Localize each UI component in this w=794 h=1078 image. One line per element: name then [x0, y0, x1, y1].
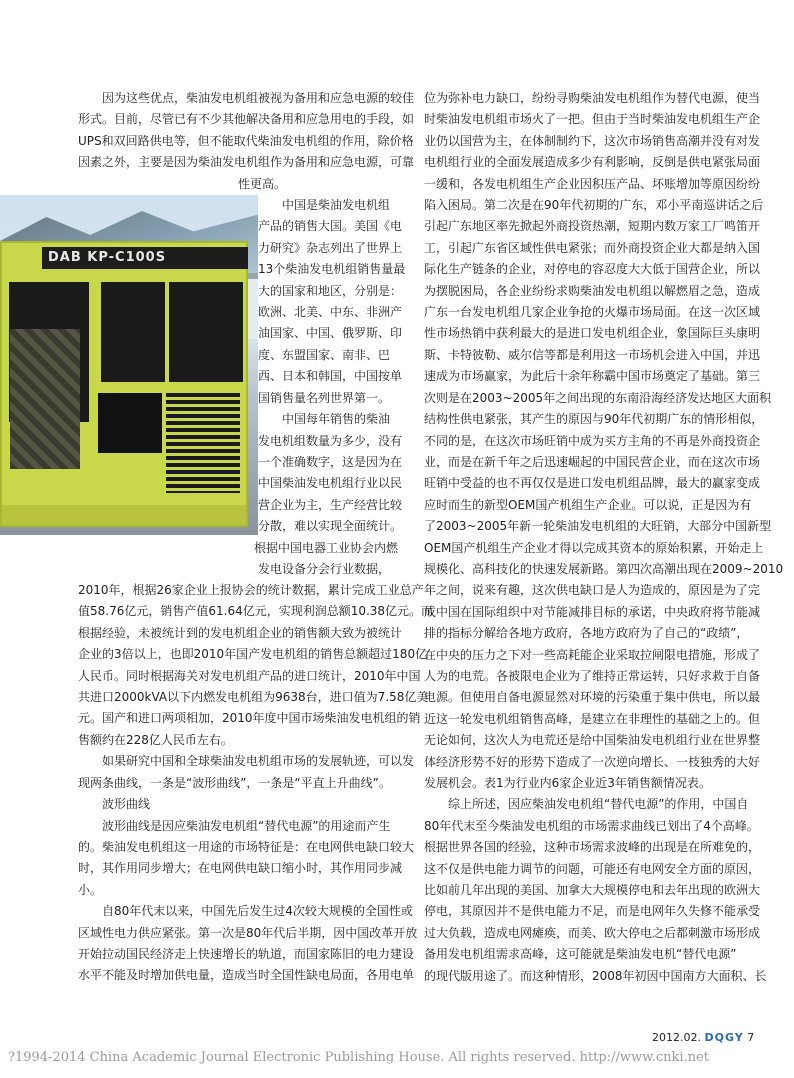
generator-brand-plate: DAB KP-C100S [42, 247, 248, 269]
body-text-line: 应时而生的新型OEM国产机组生产企业。可以说，正是因为有 [424, 497, 752, 512]
issue-number: 2012.02. [652, 1031, 701, 1044]
body-text-line: 成中国在国际组织中对节能减排目标的承诺，中央政府将节能减 [424, 604, 761, 619]
body-text-line: 中国每年销售的柴油 [282, 412, 391, 427]
body-text-line: 国销售量名列世界第一。 [258, 390, 391, 405]
body-text-line: 位为弥补电力缺口，纷纷寻购柴油发电机组作为替代电源，使当 [424, 91, 761, 105]
body-text-line: 的现代版用途了。而这种情形，2008年初因中国南方大面积、长 [424, 968, 767, 983]
body-text-line: 度、东盟国家、南非、巴 [258, 347, 391, 362]
body-text-line: 时，其作用同步增大；在电网供电缺口缩小时，其作用同步减 [78, 861, 403, 876]
body-text-line: 停电，其原因并不是供电能力不足，而是电网年久失修不能承受 [424, 904, 761, 919]
body-text-line: 13个柴油发电机组销售量最 [258, 262, 406, 277]
body-text-line: 性更高。 [238, 176, 287, 191]
body-text-line: 人民币。同时根据海关对发电机组产品的进口统计，2010年中国 [78, 668, 421, 683]
body-text-line: 了2003~2005年新一轮柴油发电机组的大旺销，大部分中国新型 [424, 519, 772, 534]
body-text-line: 电机组行业的全面发展造成多少有利影响，反倒是供电紧张局面 [424, 155, 761, 170]
body-text-line: 这不仅是供电能力调节的问题，可能还有电网安全方面的原因， [424, 861, 761, 876]
body-text-line: 在中央的压力之下对一些高耗能企业采取拉闸限电措施，形成了 [424, 647, 761, 662]
body-text-line: 近这一轮发电机组销售高峰，是建立在非理性的基础之上的。但 [424, 711, 761, 726]
body-text-line: 业，而是在新千年之后迅速崛起的中国民营企业，而在这次市场 [424, 454, 761, 469]
body-text-line: 广东一台发电机组几家企业争抢的火爆市场局面。在这一次区域 [424, 305, 761, 320]
body-text-line: 斯、卡特彼勒、威尔信等都是利用这一市场机会进入中国，并迅 [424, 347, 761, 362]
body-text-line: 欧洲、北美、中东、非洲产 [258, 305, 403, 320]
body-text-line: 共进口2000kVA以下内燃发电机组为9638台，进口值为7.58亿美 [78, 690, 429, 705]
generator-base [2, 505, 246, 525]
right-column [424, 88, 784, 987]
body-text-line: 力研究》杂志列出了世界上 [258, 240, 403, 255]
body-text-line: 的。柴油发电机组这一用途的市场特征是：在电网供电缺口较大 [78, 839, 415, 854]
generator-door-middle [98, 279, 168, 385]
body-text-line: 企业的3倍以上，也即2010年国产发电机组的销售总额超过180亿 [78, 647, 428, 662]
body-text-line: 中国柴油发电机组行业以民 [258, 476, 403, 491]
body-text-line: 值58.76亿元，销售产值61.64亿元，实现利润总额10.38亿元。而 [78, 604, 434, 619]
body-text-line: 业仍以国营为主，在体制制约下，这次市场销售高潮并没有对发 [424, 133, 761, 148]
body-text-line: 自80年代末以来，中国先后发生过4次较大规模的全国性或 [102, 904, 413, 919]
body-text-line: 产品的销售大国。美国《电 [258, 219, 403, 234]
body-text-line: 引起广东地区率先掀起外商投资热潮，短期内数万家工厂鸣笛开 [424, 219, 761, 234]
body-text-line: 年之间，说来有趣，这次供电缺口是人为造成的，原因是为了完 [424, 583, 761, 598]
body-text-line: 电源。但使用自备电源显然对环境的污染重于集中供电，所以最 [424, 690, 761, 705]
body-text-line: 无论如何，这次人为电荒还是给中国柴油发电机组行业在世界整 [424, 733, 761, 748]
body-text-line: 一个准确数字，这是因为在 [258, 454, 403, 469]
generator-control-panel [98, 393, 162, 453]
body-text-line: 人为的电荒。各被限电企业为了维持正常运转，只好求救于自备 [424, 668, 761, 683]
body-text-line: 规模化、高科技化的快速发展新路。第四次高潮出现在2009~2010 [424, 561, 784, 576]
body-text-line: 因为这些优点，柴油发电机组被视为备用和应急电源的较佳 [102, 91, 415, 105]
page-footer-issue [652, 1031, 754, 1044]
body-text-line: 如果研究中国和全球柴油发电机组市场的发展轨迹，可以发 [102, 754, 415, 769]
body-text-line: 小。 [78, 882, 103, 897]
generator-engine [10, 329, 80, 469]
body-text-line: 陷入困局。第二次是在90年代初期的广东，邓小平南巡讲话之后 [424, 198, 764, 213]
body-text-line: 油国家、中国、俄罗斯、印 [258, 326, 403, 341]
body-text-line: 比如前几年出现的美国、加拿大大规模停电和去年出现的欧洲大 [424, 883, 761, 898]
body-text-line: 发展机会。表1为行业内6家企业近3年销售额情况表。 [424, 776, 711, 790]
body-text-line: 2010年，根据26家企业上报协会的统计数据，累计完成工业总产 [78, 583, 424, 598]
body-text-line: 营企业为主，生产经营比较 [258, 497, 403, 512]
body-text-line: 结构性供电紧张，其产生的原因与90年代初期广东的情形相似， [424, 412, 764, 427]
body-text-line: 分散，难以实现全面统计。 [258, 519, 403, 534]
body-text-line: 大的国家和地区，分别是： [258, 283, 403, 298]
photo-wrap-block [48, 195, 406, 580]
body-text-line: 综上所述，因应柴油发电机组“替代电源”的作用，中国自 [448, 797, 749, 812]
body-text-line: 次则是在2003~2005年之间出现的东南沿海经济发达地区大面积 [424, 390, 772, 405]
body-text-line: 根据经验，未被统计到的发电机组企业的销售额大致为被统计 [78, 625, 403, 640]
page-number: 7 [747, 1031, 755, 1044]
body-text-line: 为摆脱困局，各企业纷纷求购柴油发电机组以解燃眉之急，造成 [424, 283, 761, 298]
body-text-line: 速成为市场赢家，为此后十余年称霸中国市场奠定了基础。第三 [424, 369, 761, 384]
body-text-line: 水平不能及时增加供电量，造成当时全国性缺电局面，各用电单 [78, 968, 415, 983]
body-text-line: 不同的是，在这次市场旺销中成为买方主角的不再是外商投资企 [424, 433, 761, 448]
genset-photo [0, 195, 258, 535]
body-text-line: 元。国产和进口两项相加，2010年度中国市场柴油发电机组的销 [78, 711, 421, 726]
body-text-line: OEM国产机组生产企业才得以完成其资本的原始积累，开始走上 [424, 540, 764, 555]
body-text-line: 形式。目前，尽管已有不少其他解决备用和应急用电的手段，如 [78, 112, 415, 127]
body-text-line: 中国是柴油发电机组 [282, 198, 391, 213]
body-text-line: 发电设备分会行业数据， [258, 561, 391, 576]
body-text-line: 备用发电机组需求高峰，这可能就是柴油发电机“替代电源” [424, 947, 737, 962]
body-text-line: 波形曲线是因应柴油发电机组“替代电源”的用途而产生 [102, 818, 391, 833]
body-text-line: 时柴油发电机组市场火了一把。但由于当时柴油发电机组生产企 [424, 112, 761, 127]
body-text-line: 过大负载，造成电网瘫痪，而美、欧大停电之后都刺激市场形成 [424, 925, 761, 940]
magazine-name: DQGY [704, 1031, 744, 1044]
diesel-generator-image [0, 241, 248, 527]
body-text-line: 际化生产链条的企业，对停电的容忍度大大低于国营企业，所以 [424, 262, 761, 277]
body-text-line: 排的指标分解给各地方政府，各地方政府为了自己的“政绩”， [424, 626, 749, 641]
body-text-line: 因素之外，主要是因为柴油发电机组作为备用和应急电源，可靠 [78, 155, 415, 170]
copyright-notice: ?1994-2014 China Academic Journal Electronic Publishing House. All rights reserved. http://www.cnki.net [8, 1050, 709, 1065]
body-text-line: UPS和双回路供电等，但不能取代柴油发电机组的作用，除价格 [78, 133, 414, 148]
body-text-line: 一缓和，各发电机组生产企业因积压产品、坏账增加等原因纷纷 [424, 176, 761, 191]
body-text-line: 80年代末至今柴油发电机组的市场需求曲线已划出了4个高峰。 [424, 818, 759, 833]
body-text-line: 根据中国电器工业协会内燃 [254, 540, 399, 555]
body-text-line: 体经济形势不好的形势下造成了一次逆向增长、一枝独秀的大好 [424, 754, 761, 769]
body-text-line: 根据世界各国的经验，这种市场需求波峰的出现是在所难免的， [424, 840, 761, 855]
body-text-line: 区域性电力供应紧张。第一次是80年代后半期，因中国改革开放 [78, 925, 418, 940]
body-text-line: 发电机组数量为多少，没有 [258, 433, 403, 448]
body-text-line: 售额约在228亿人民币左右。 [78, 732, 233, 747]
section-heading: 波形曲线 [102, 797, 151, 812]
generator-vent [166, 393, 240, 493]
body-text-line: 性市场热销中获利最大的是进口发电机组企业，象国际巨头康明 [424, 326, 761, 341]
generator-door-right [166, 279, 246, 385]
body-text-line: 旺销中受益的也不再仅仅是进口发电机组品牌，最大的赢家变成 [424, 476, 761, 491]
body-text-line: 工，引起广东省区域性供电紧张；而外商投资企业大都是纳入国 [424, 240, 761, 255]
wrapped-text [254, 195, 406, 580]
body-text-line: 开始拉动国民经济走上快速增长的轨道，而国家陈旧的电力建设 [78, 946, 415, 961]
body-text-line: 现两条曲线，一条是“波形曲线”，一条是“平直上升曲线”。 [78, 775, 391, 790]
left-column [48, 88, 434, 987]
body-text-line: 西、日本和韩国，中国按单 [258, 369, 403, 384]
